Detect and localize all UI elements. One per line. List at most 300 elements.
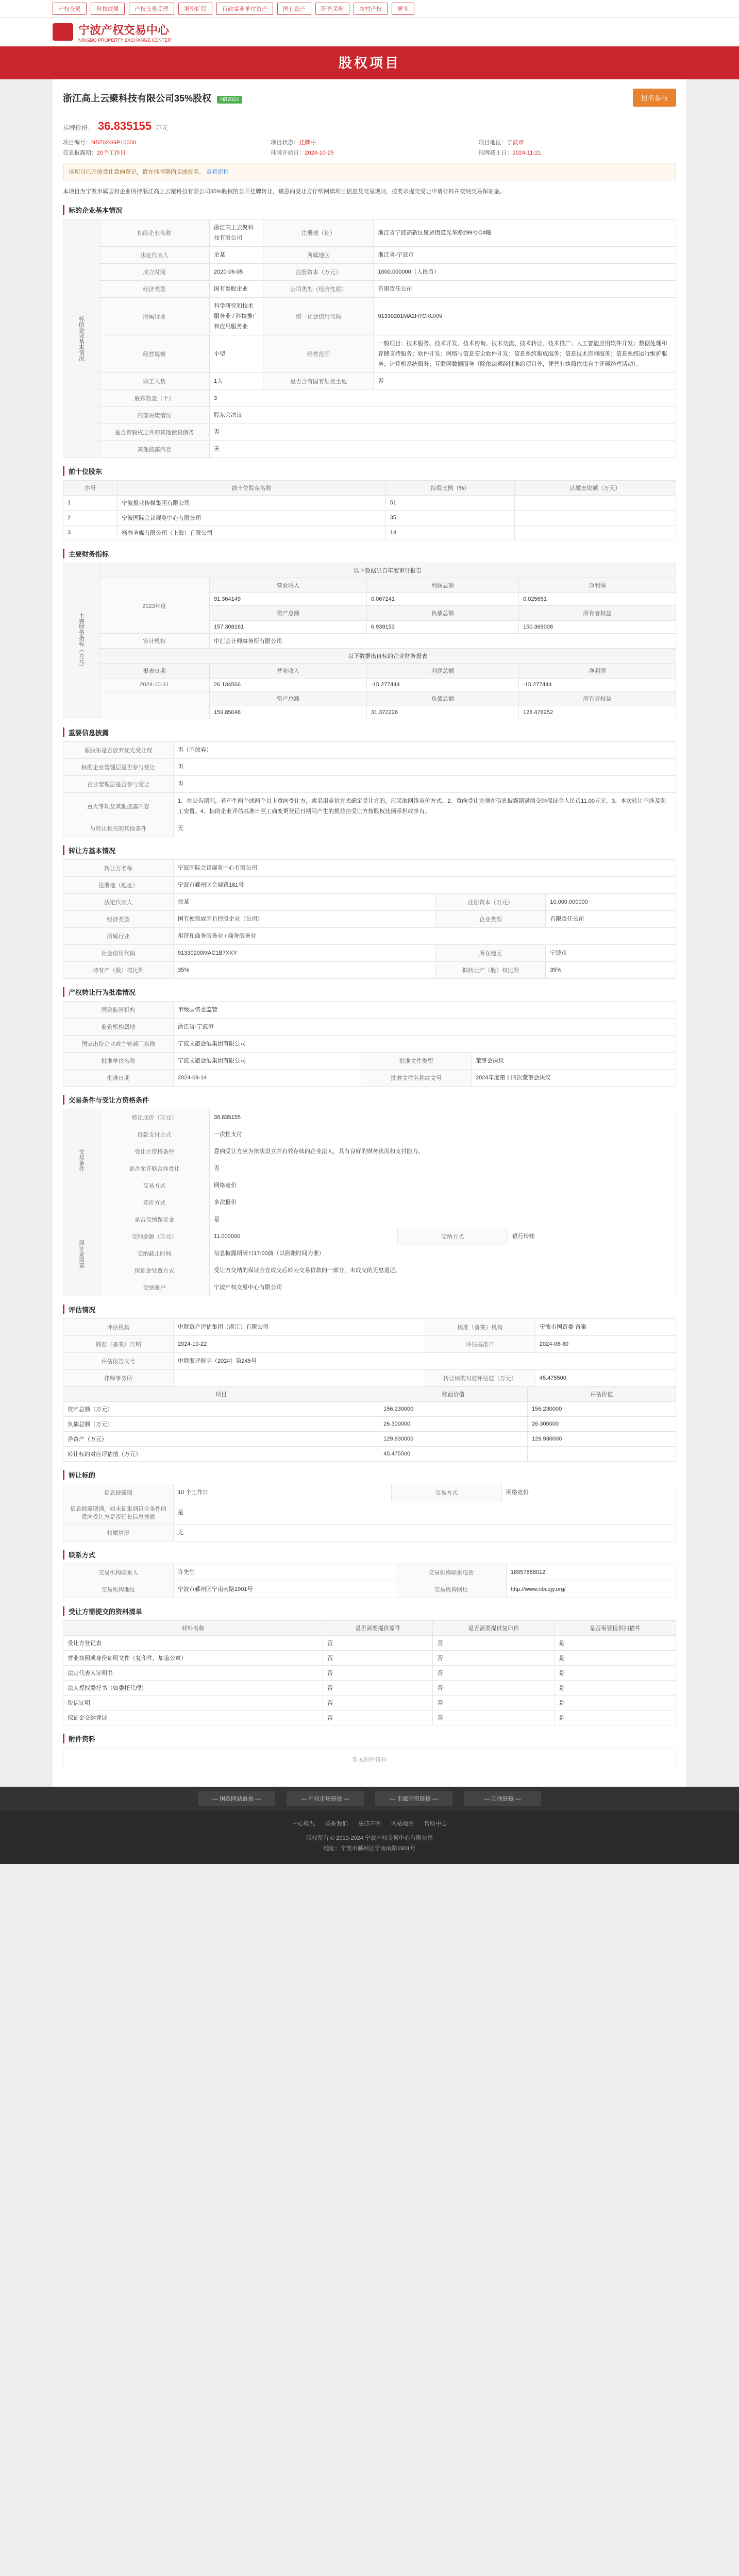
field-value: 否 [174,776,676,793]
table-cell: 否 [323,1710,433,1725]
column-header: 营业收入 [210,578,367,593]
table-row [63,1581,676,1598]
top-nav-bar [0,0,739,18]
table-cell: 否 [323,1666,433,1681]
table-row [63,1370,676,1387]
table-row [63,1126,676,1143]
table-row [63,1524,676,1541]
table-cell: 否 [433,1696,555,1710]
table-cell: 1 [63,496,117,511]
project-info-item [63,138,260,146]
field-key: 评估基准日 [425,1336,535,1353]
notice-text: 该项目已开放受让意向登记，请在挂牌期内完成报名。 [69,169,205,175]
section-title-finance: 主要财务指标 [63,549,676,558]
table-row [63,1194,676,1211]
finance-value: -15.277444 [366,679,518,691]
field-key: 保证金处置方式 [99,1262,210,1279]
logo-icon [53,23,73,41]
field-key: 标的企业管理层是否参与受让 [63,759,174,776]
table-row [63,1696,676,1710]
table-cell: 129.930000 [379,1432,528,1447]
price-value: 36.835155 [98,120,152,132]
field-key: 转让标的对应评估值（万元） [425,1370,535,1387]
logo-bar [0,18,739,46]
field-key: 交易方式 [99,1177,210,1194]
table-row [63,1319,676,1336]
field-value: 网络竞价 [501,1484,676,1501]
table-row [63,945,676,962]
table-row [63,1211,676,1228]
table-cell: 宁波报业传媒集团有限公司 [117,496,386,511]
section-title-important: 重要信息披露 [63,727,676,737]
transferor-table [63,859,676,979]
finance-value: 31.372226 [366,706,518,719]
field-value: 45.475500 [535,1370,676,1387]
field-value: 网络竞价 [210,1177,676,1194]
field-key: 权属情况 [63,1524,174,1541]
field-value: 1人 [210,373,263,390]
table-cell: 51 [385,496,514,511]
field-key: 内部决策情况 [99,407,210,424]
field-value: 2024-09-14 [174,1070,361,1087]
assessment-table [63,1318,676,1387]
footer-links-bar [0,1787,739,1810]
field-value: 一般项目：技术服务、技术开发、技术咨询、技术交流、技术转让、技术推广；人工智能应用软件开发；数据处理和存储支持服务；软件开发；网络与信息安全软件开发；信息系统集成服务；信息技术咨询服务；信息系统运行维护服务；计算机系统服务；互联网数据服务（除依法须经批准的项目外，凭营业执照依法自主开展经营活动）。 [374,335,676,373]
field-value: 一次性支付 [210,1126,676,1143]
field-value: 是 [210,1211,676,1228]
field-key: 核准（备案）日期 [63,1336,174,1353]
field-key: 律师事务所 [63,1370,174,1387]
field-key: 注册资本（万元） [435,894,546,911]
project-intro: 本项目为宁波市属国有企业所持浙江高上云聚科技有限公司35%股权的公开挂牌转让，请意向受让方仔细阅读项目信息及交易规则，按要求提交受让申请材料并交纳交易保证金。 [63,189,506,195]
field-key: 批准日期 [63,1070,174,1087]
field-key: 经济类型 [63,911,174,928]
field-value: 宁波国际会议展览中心有限公司 [174,860,676,877]
field-value: 徐某 [174,894,435,911]
field-value: 浙江省-宁波市 [174,1019,676,1036]
target-table [63,219,676,458]
table-cell: 负债总额（万元） [63,1417,379,1432]
field-key: 企业管理层是否参与受让 [63,776,174,793]
field-value: 否 [210,1160,676,1177]
table-cell: 受让方登记表 [63,1636,323,1651]
main-content [53,79,686,1787]
table-header-row [63,1387,676,1402]
field-value: 否 [374,373,676,390]
field-key: 原股东是否放弃优先受让权 [63,742,174,759]
field-key: 信息披露期 [63,1484,174,1501]
footer-menu [0,1819,739,1829]
field-key: 交易方式 [391,1484,501,1501]
field-key: 受让方资格条件 [99,1143,210,1160]
attachments-empty: 暂无附件资料 [63,1748,676,1771]
table-row [63,1070,676,1087]
field-value: 宁波文旅会展集团有限公司 [174,1053,361,1070]
table-cell: 129.930000 [528,1432,676,1447]
table-row [63,664,676,679]
footer [0,1810,739,1864]
field-key: 评估机构 [63,1319,174,1336]
table-row [63,496,676,511]
field-key: 国家出资企业或主管部门名称 [63,1036,174,1053]
table-cell: 杨春圣媒有限公司（上海）有限公司 [117,526,386,540]
footer-menu-item[interactable]: 中心概况 [292,1821,315,1827]
table-row [63,335,676,373]
table-cell: 是 [555,1636,676,1651]
project-info-grid [63,136,676,163]
field-key: 国资监管机构 [63,1002,174,1019]
field-key: 经营范围 [263,335,374,373]
table-cell: 营业执照或身份证明文件（复印件，加盖公章） [63,1651,323,1666]
price-unit: 万元 [156,124,169,131]
table-cell: 转让标的对应评估值（万元） [63,1447,379,1462]
field-key: 交易机构地址 [63,1581,174,1598]
field-value: 有限责任公司 [374,281,676,298]
field-value: 许先生 [174,1564,396,1581]
info-value: NBZ024GP10000 [91,140,136,146]
field-key: 是否含有国有划拨土地 [263,373,374,390]
materials-table [63,1620,676,1725]
field-value: 无 [174,1524,676,1541]
footer-link-select[interactable]: — 国资网站链接 — [198,1791,275,1806]
field-value: 3 [210,390,676,407]
table-row [63,264,676,281]
finance-subtitle: 以下数据出自标的企业财务报表 [99,649,676,664]
footer-menu-item[interactable]: 法律声明 [358,1821,381,1827]
table-row [63,373,676,390]
finance-value: 150.369008 [519,621,676,634]
table-row [63,1432,676,1447]
finance-year: 2023年度 [99,578,210,634]
field-key: 所属行业 [63,928,174,945]
finance-date [99,706,210,719]
notice-link[interactable]: 查看流程 [206,169,229,175]
important-table [63,741,676,837]
table-row [63,1564,676,1581]
field-key: 交纳方式 [397,1228,508,1245]
table-row [63,281,676,298]
table-cell: 否 [433,1710,555,1725]
logo-en: NINGBO PROPERTY EXCHANGE CENTER [78,37,171,43]
table-row [63,1651,676,1666]
field-value: 宁波产权交易中心有限公司 [210,1279,676,1296]
column-header: 项目 [63,1387,379,1402]
top-nav-item[interactable]: 产权交易受理 [129,3,174,15]
project-header [63,89,676,113]
field-value: 市级国资委监管 [174,1002,676,1019]
table-row [63,407,676,424]
info-value: 挂牌中 [299,140,316,146]
table-row [63,1036,676,1053]
footer-address: 地址：宁波市鄞州区宁南南路1901号 [323,1845,416,1852]
field-key: 交易机构联系电话 [396,1564,506,1581]
field-value: 否（不放弃） [174,742,676,759]
table-cell [528,1447,676,1462]
conditions-table [63,1109,676,1211]
field-value: 36.835155 [210,1109,676,1126]
assessment-values-table [63,1386,676,1462]
field-key: 法定代表人 [63,894,174,911]
table-row [63,1666,676,1681]
field-value: 科学研究和技术服务业 / 科技推广和应用服务业 [210,298,263,335]
info-key: 项目编号： [63,140,91,146]
field-key: 所属行业 [99,298,210,335]
field-key: 批准单位名称 [63,1053,174,1070]
table-row [63,1402,676,1417]
top-nav-item[interactable]: 产权交易 [53,3,87,15]
field-value: 租赁和商务服务业 / 商务服务业 [174,928,676,945]
table-cell: 否 [433,1666,555,1681]
field-value: 有限责任公司 [546,911,676,928]
field-value: 宁波市鄞州区会展路181号 [174,877,676,894]
field-value: 国有参股企业 [210,281,263,298]
table-row [63,793,676,820]
field-value: 受让方交纳的保证金在成交后转为交易价款的一部分，未成交的无息退还。 [210,1262,676,1279]
field-key: 核准（备案）机构 [425,1319,535,1336]
field-value: http://www.nbcqjy.org/ [506,1581,676,1598]
table-row [63,219,676,247]
field-key: 竞价方式 [99,1194,210,1211]
table-cell: 净资产（万元） [63,1432,379,1447]
top-nav-item[interactable]: 农村产权 [354,3,388,15]
finance-value: 6.939153 [366,621,518,634]
section-title-assessment: 评估情况 [63,1304,676,1314]
field-key: 公司类型（经济性质） [263,281,374,298]
section-title-transfer: 转让标的 [63,1470,676,1480]
field-key: 评估报告文号 [63,1353,174,1370]
column-header: 资产总额 [210,606,367,621]
field-value: 中联资产评估集团（浙江）有限公司 [174,1319,425,1336]
table-row [63,1417,676,1432]
field-key: 职工人数 [99,373,210,390]
field-key: 企业类型 [435,911,546,928]
table-cell: 26.300000 [379,1417,528,1432]
finance-subtitle: 以下数据出自年度审计报告 [99,563,676,578]
column-header: 净利润 [519,664,676,679]
top-nav-item[interactable]: 科技成果 [91,3,125,15]
table-row [63,776,676,793]
finance-table [63,563,676,719]
table-row [63,928,676,945]
field-key: 成立时间 [99,264,210,281]
field-key: 是否有股权之外的其他债权债务 [99,424,210,441]
column-header: 利润总额 [366,578,518,593]
footer-menu-item[interactable]: 帮助中心 [424,1821,447,1827]
field-value: 余某 [210,247,263,264]
field-value: 中汇会计师事务所有限公司 [210,634,676,649]
table-row [63,1636,676,1651]
field-key: 转让方名称 [63,860,174,877]
finance-value: 0.067241 [366,593,518,606]
top-nav-item[interactable]: 阳光采购 [315,3,349,15]
column-header: 利润总额 [366,664,518,679]
table-cell: 2 [63,511,117,526]
field-key: 重大事项及其他披露内容 [63,793,174,820]
field-key: 批准文件类型 [361,1053,472,1070]
table-row [63,1019,676,1036]
info-key: 项目状态： [271,140,299,146]
table-cell: 否 [323,1636,433,1651]
field-value: 2020-06-05 [210,264,263,281]
finance-value: 91.364149 [210,593,367,606]
field-value [174,1370,425,1387]
table-row [63,649,676,664]
footer-link-select[interactable]: — 其他链接 — [464,1791,541,1806]
project-info-item [271,138,468,146]
table-cell: 45.475500 [379,1447,528,1462]
field-key: 是否允许联合体受让 [99,1160,210,1177]
top-nav-item[interactable]: 更多 [392,3,414,15]
table-row [63,511,676,526]
column-header: 是否需要提供原件 [323,1621,433,1636]
project-title: 浙江高上云聚科技有限公司35%股权 [63,93,212,104]
field-key: 持有产（股）权比例 [63,962,174,979]
field-value: 宁波文旅会展集团有限公司 [174,1036,676,1053]
field-key: 统一社会信用代码 [263,298,374,335]
field-key: 信息披露期满，如未征集到符合条件的意向受让方是否延长信息披露 [63,1501,174,1524]
info-key: 挂牌开始日： [271,150,305,156]
field-key: 法定代表人 [99,247,210,264]
table-cell [515,526,676,540]
section-title-attachments: 附件资料 [63,1734,676,1743]
section-title-conditions: 交易条件与受让方资格条件 [63,1095,676,1105]
shareholders-table [63,480,676,540]
finance-value: 128.478252 [519,706,676,719]
field-value: 91330201MA2H7CKUXN [374,298,676,335]
side-label: 保证金设置 [63,1211,99,1296]
deposit-table [63,1211,676,1296]
approval-table [63,1001,676,1087]
column-header: 负债总额 [366,606,518,621]
finance-value: 159.85048 [210,706,367,719]
table-row [63,1109,676,1126]
top-nav-item[interactable]: 国有资产 [277,3,311,15]
finance-value: 26.134566 [210,679,367,691]
footer-link-select[interactable]: — 市属国资链接 — [375,1791,452,1806]
project-code-badge: NB2024 [217,96,242,104]
footer-copyright: 版权所有 © 2010-2024 宁波产权交易中心有限公司 [306,1835,433,1841]
top-nav-item[interactable]: 增资扩股 [178,3,212,15]
column-header: 资产总额 [210,691,367,706]
attachments-table [63,1748,676,1771]
field-value: 银行转账 [508,1228,676,1245]
field-value: 是 [174,1501,676,1524]
field-key: 交易机构联系人 [63,1564,174,1581]
finance-value: 0.025651 [519,593,676,606]
table-row [63,1177,676,1194]
field-value: 小型 [210,335,263,373]
table-row [63,894,676,911]
field-key: 交易机构网址 [396,1581,506,1598]
field-value: 2024-06-30 [535,1336,676,1353]
table-header-row [63,481,676,496]
column-header: 账面价值 [379,1387,528,1402]
field-value: 信息披露期满日17:00前（以到账时间为准） [210,1245,676,1262]
top-nav-item[interactable]: 行政事业单位资产 [216,3,273,15]
field-value: 宁波市国资委 备案 [535,1319,676,1336]
table-row [63,1245,676,1262]
table-cell [515,511,676,526]
side-label: 标的企业基本情况 [63,219,99,458]
price-row [63,113,676,136]
table-row [63,820,676,837]
logo-name: 宁波产权交易中心 [78,23,170,37]
table-cell [515,496,676,511]
field-value: 否 [174,759,676,776]
table-cell: 法人授权委托书（如委托代理） [63,1681,323,1696]
info-value: 宁波市 [507,140,524,146]
field-key: 注册地（地址） [63,877,174,894]
table-row [63,634,676,649]
column-header: 所有者权益 [519,606,676,621]
footer-menu-item[interactable]: 联系我们 [325,1821,348,1827]
table-cell: 宁波国际会议展览中心有限公司 [117,511,386,526]
transfer-table [63,1484,676,1541]
info-key: 挂牌截止日： [478,150,513,156]
table-row [63,1279,676,1296]
finance-date: 2024-10-31 [99,679,210,691]
section-title-materials: 受让方需提交的资料清单 [63,1606,676,1616]
finance-value: -15.277444 [519,679,676,691]
table-row [63,1710,676,1725]
notice-box [63,163,676,180]
column-header: 是否需要提供扫描件 [555,1621,676,1636]
column-header: 营业收入 [210,664,367,679]
footer-menu-item[interactable]: 网站地图 [391,1821,414,1827]
table-cell: 26.300000 [528,1417,676,1432]
info-value: 2024-11-21 [512,150,542,156]
section-title-transferor: 转让方基本情况 [63,845,676,855]
field-value: 无 [174,820,676,837]
table-row [63,706,676,719]
finance-date [99,691,210,706]
field-value: 35% [546,962,676,979]
table-cell: 3 [63,526,117,540]
apply-button[interactable]: 报名参与 [633,89,676,107]
project-info-item [63,148,260,157]
project-info-item [479,148,676,157]
project-info-item [479,138,676,146]
table-row [63,578,676,593]
field-key: 转让底价（万元） [99,1109,210,1126]
field-key: 价款支付方式 [99,1126,210,1143]
table-cell: 是 [555,1710,676,1725]
footer-link-select[interactable]: — 产权市场链接 — [287,1791,364,1806]
field-value: 无 [210,441,676,458]
info-value: 2024-10-25 [305,150,334,156]
column-header: 认缴出资额（万元） [515,481,676,496]
field-value: 宁波市 [546,945,676,962]
field-key: 所在地区 [435,945,546,962]
column-header: 评估价值 [528,1387,676,1402]
table-row [63,563,676,578]
table-cell: 资产总额（万元） [63,1402,379,1417]
column-header: 材料名称 [63,1621,323,1636]
table-cell: 否 [323,1651,433,1666]
table-header-row [63,1621,676,1636]
field-key: 标的企业名称 [99,219,210,247]
field-key: 所属地区 [263,247,374,264]
table-row [63,1484,676,1501]
column-header: 前十位股东名称 [117,481,386,496]
column-header: 是否需要提供复印件 [433,1621,555,1636]
table-row [63,691,676,706]
field-key: 注册资本（万元） [263,264,374,281]
field-key: 社会信用代码 [63,945,174,962]
table-row [63,298,676,335]
table-row [63,390,676,407]
table-row [63,1681,676,1696]
